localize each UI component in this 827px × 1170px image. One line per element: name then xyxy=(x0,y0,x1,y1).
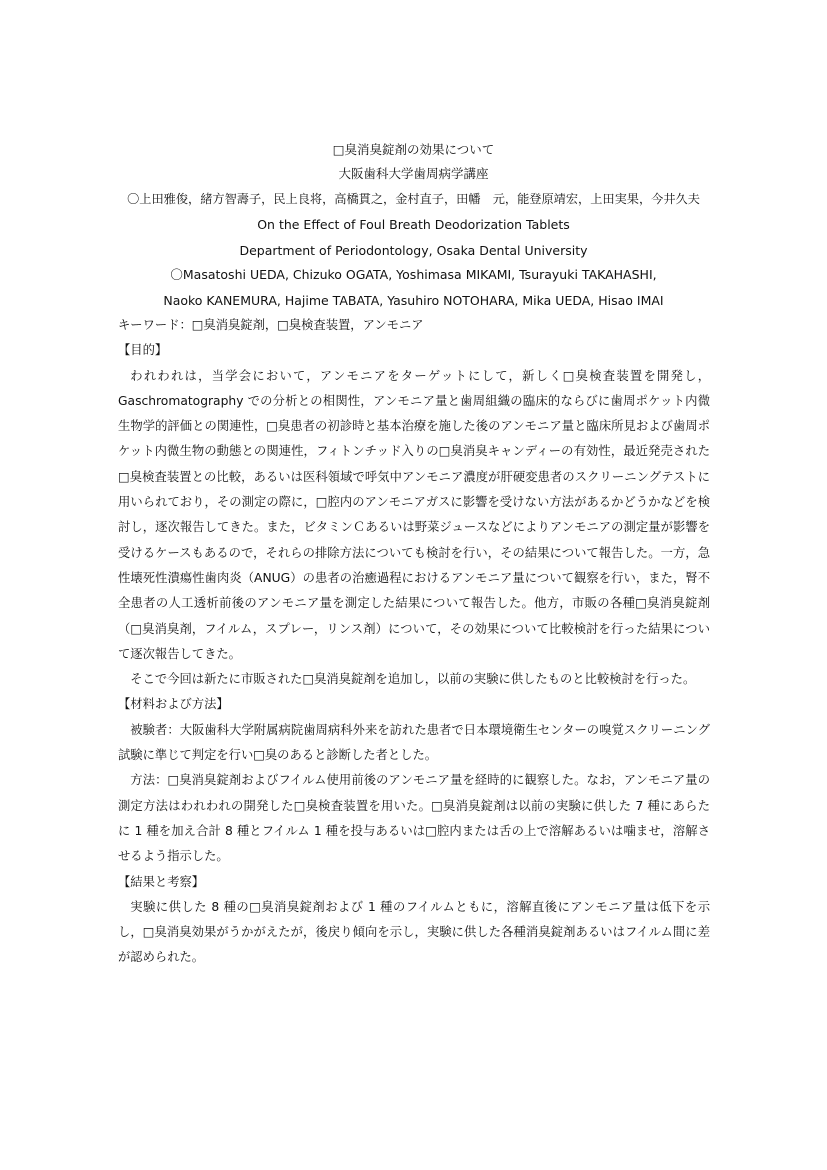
methods-paragraph-1: 被験者：大阪歯科大学附属病院歯周病科外来を訪れた患者で日本環境衛生センターの嗅覚スクリーニング試験に準じて判定を行い□臭のあると診断した者とした。 xyxy=(118,722,710,763)
purpose-paragraph-1: われわれは，当学会において，アンモニアをターゲットにして，新しく□臭検査装置を開発し，Gaschromatography での分析との相関性，アンモニア量と歯周組織の臨床的ならびに歯周ポケット内微生物学的評価との関連性，□臭患者の初診時と基本治療を施した後のアンモニア量と臨床所見および歯周ポケット内微生物の動態との関連性，フィトンチッド入りの□臭消臭キャンディーの有効性，最近発売された□臭検査装置との比較，あるいは医科領域で呼気中アンモニア濃度が肝硬変患者のスクリーニングテストに用いられており，その測定の際に，□腔内のアンモニアガスに影響を受けない方法があるかどうかなどを検討し，逐次報告してきた。また，ビタミンＣあるいは野菜ジュースなどによりアンモニアの測定量が影響を受けるケースもあるので，それらの排除方法についても検討を行い，その結果について報告した。一方，急性壊死性潰瘍性歯肉炎（ANUG）の患者の治癒過程におけるアンモニア量について観察を行い，また，腎不全患者の人工透析前後のアンモニア量を測定した結果について報告した。他方，市販の各種□臭消臭錠剤（□臭消臭剤，フイルム，スプレー，リンス剤）について，その効果について比較検討を行った結果について逐次報告してきた。 xyxy=(118,368,710,661)
section-heading-purpose: 【目的】 xyxy=(118,343,168,358)
results-paragraph-1: 実験に供した 8 種の□臭消臭錠剤および 1 種のフイルムともに，溶解直後にアンモニア量は低下を示し，□臭消臭効果がうかがえたが，後戻り傾向を示し，実験に供した各種消臭錠剤あるいはフイルム間に差が認められた。 xyxy=(118,899,710,965)
title-ja: □臭消臭錠剤の効果について xyxy=(332,142,495,157)
methods-paragraph-2: 方法：□臭消臭錠剤およびフイルム使用前後のアンモニア量を経時的に観察した。なお，アンモニア量の測定方法はわれわれの開発した□臭検査装置を用いた。□臭消臭錠剤は以前の実験に供した 7 種にあらたに 1 種を加え合計 8 種とフイルム 1 種を投与あるいは□腔内または舌の上で溶解あるいは噛ませ，溶解させるよう指示した。 xyxy=(118,773,710,864)
title-en: On the Effect of Foul Breath Deodorization Tablets xyxy=(257,217,570,232)
affiliation-en: Department of Periodontology, Osaka Dental University xyxy=(239,243,588,258)
section-heading-results: 【結果と考察】 xyxy=(118,874,205,889)
affiliation-ja: 大阪歯科大学歯周病学講座 xyxy=(338,166,489,181)
authors-ja: 〇上田雅俊，緒方智壽子，民上良将，高橋貫之，金村直子，田幡 元，能登原靖宏，上田実果，今井久夫 xyxy=(127,192,700,206)
section-heading-methods: 【材料および方法】 xyxy=(118,697,229,712)
authors-en-line2: Naoko KANEMURA, Hajime TABATA, Yasuhiro NOTOHARA, Mika UEDA, Hisao IMAI xyxy=(163,293,664,308)
keywords: キーワード：□臭消臭錠剤，□臭検査装置，アンモニア xyxy=(118,318,424,332)
abstract-body xyxy=(118,313,710,971)
purpose-paragraph-2: そこで今回は新たに市販された□臭消臭錠剤を追加し，以前の実験に供したものと比較検討を行った。 xyxy=(130,672,696,687)
authors-en-line1: 〇Masatoshi UEDA, Chizuko OGATA, Yoshimasa MIKAMI, Tsurayuki TAKAHASHI, xyxy=(170,267,657,282)
